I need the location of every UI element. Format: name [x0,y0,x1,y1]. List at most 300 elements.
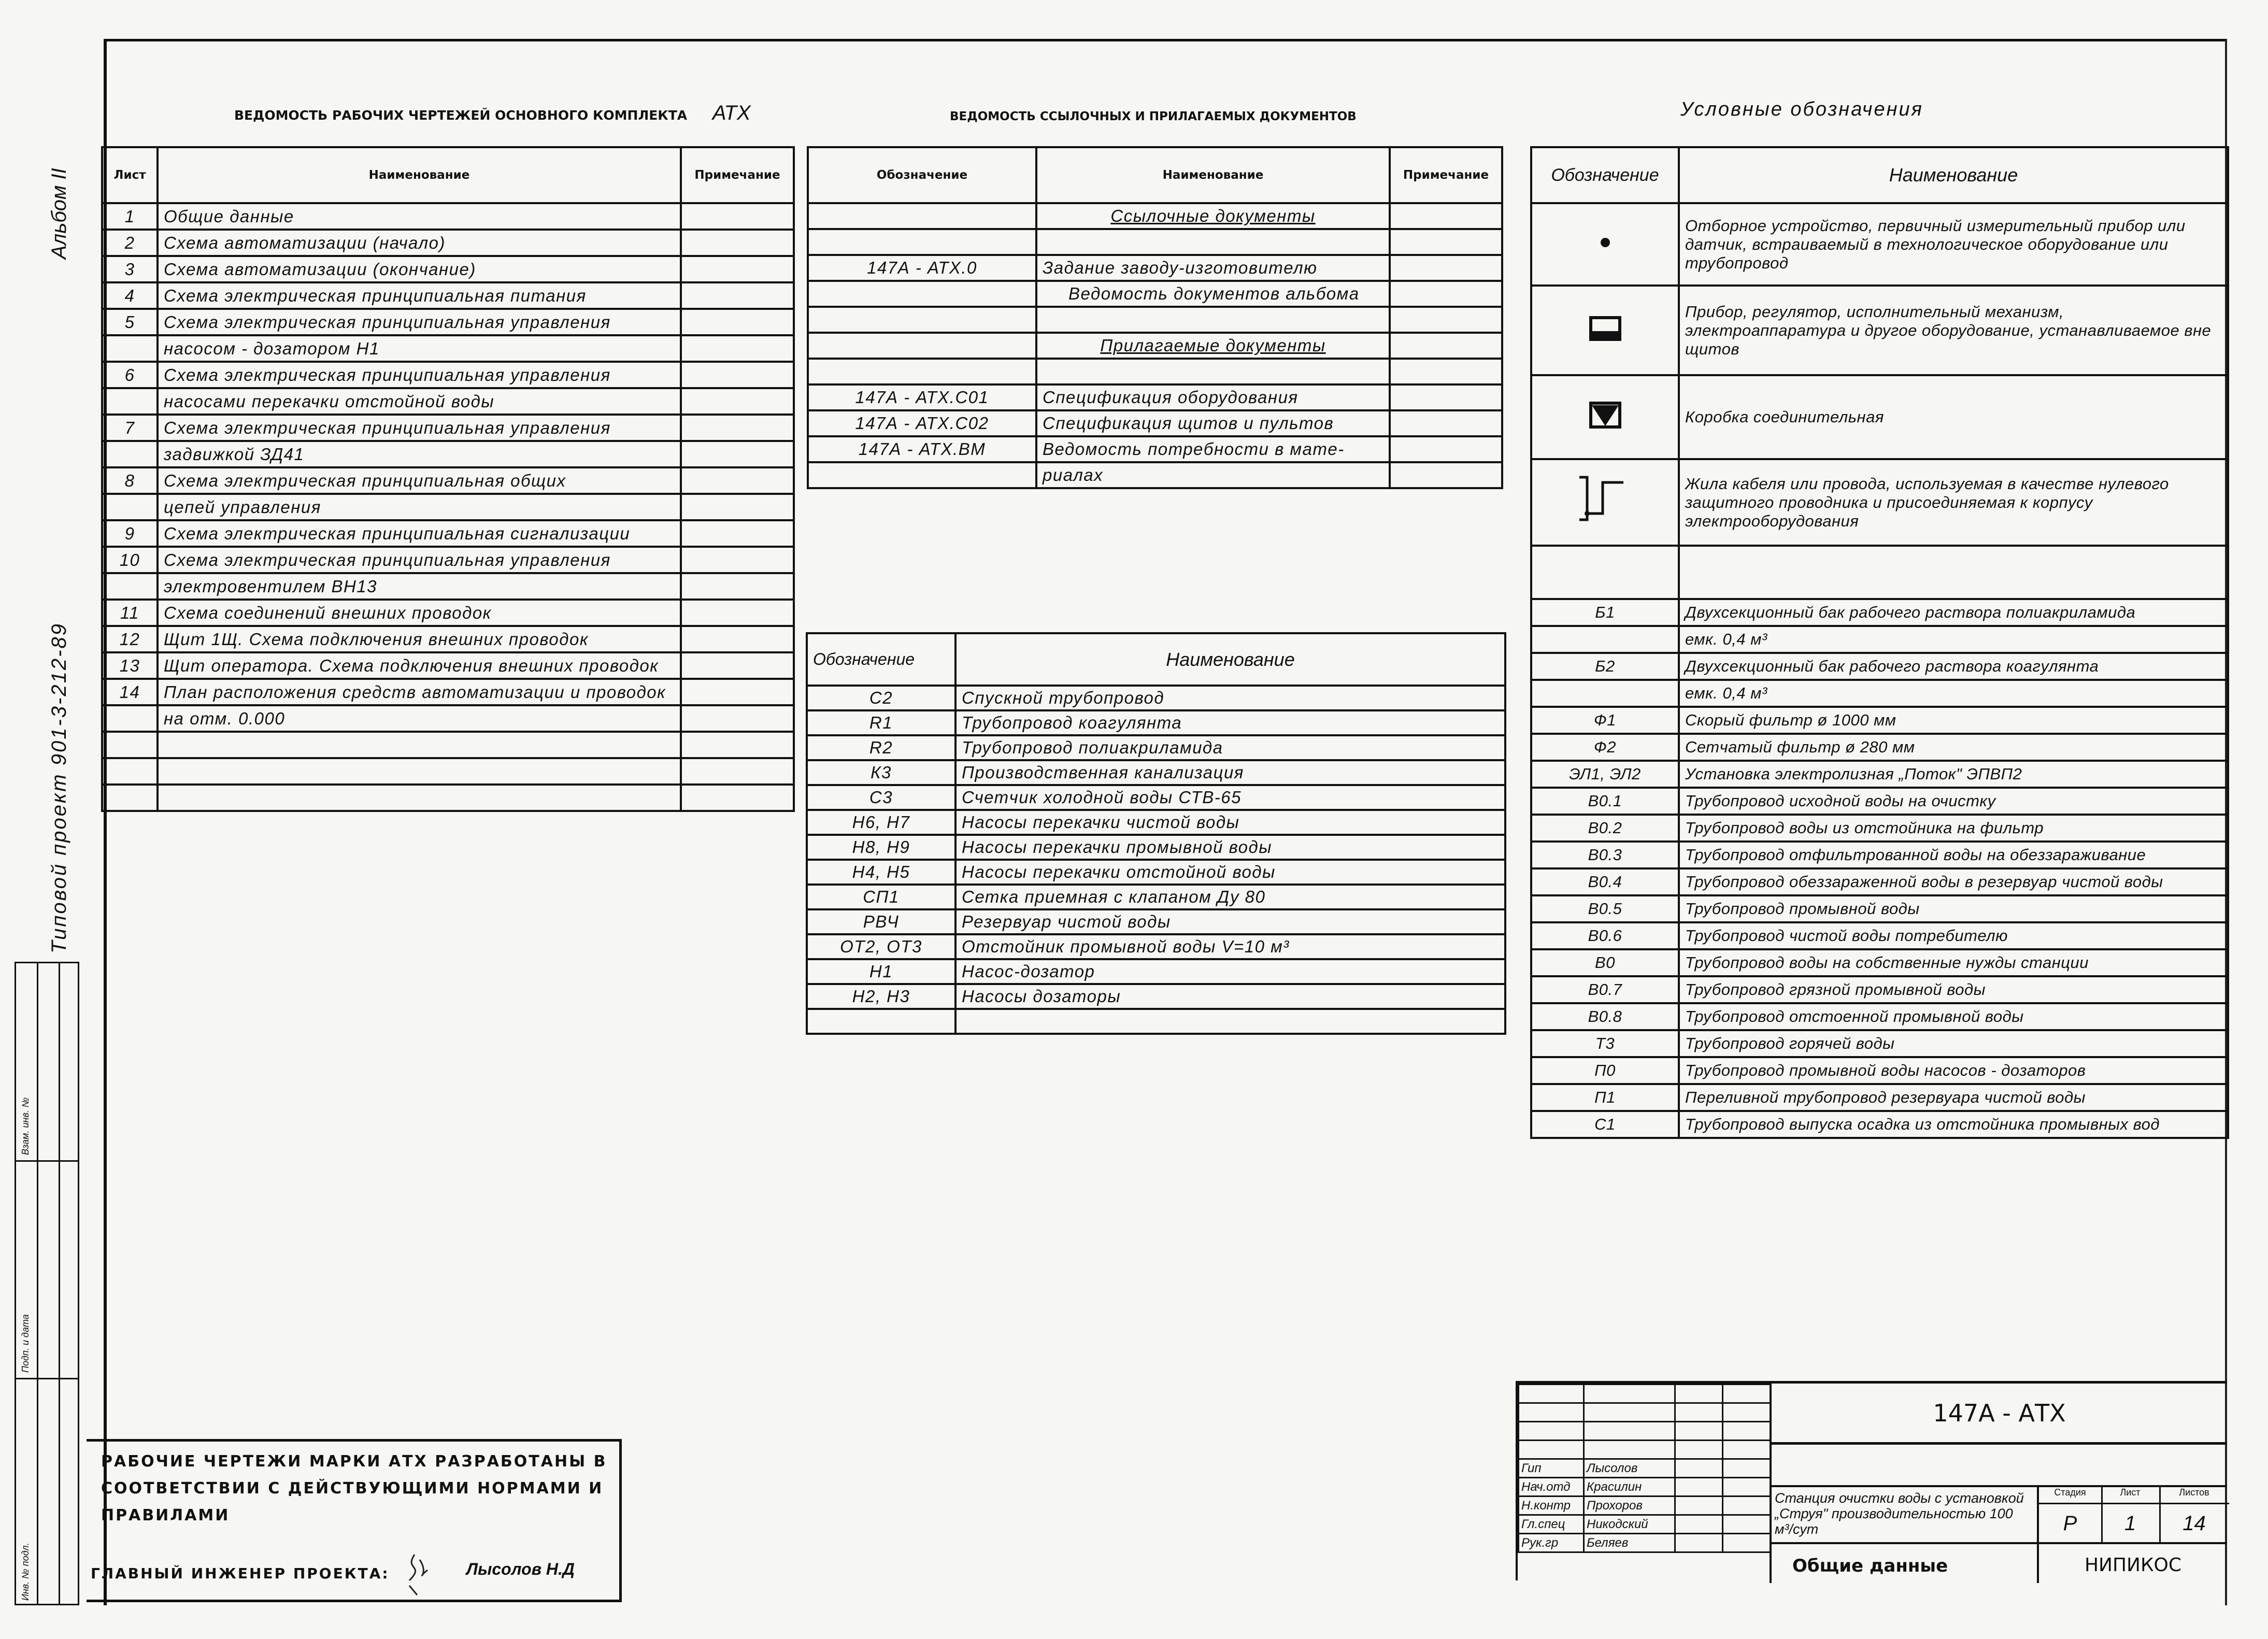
empty-cell [1519,1441,1584,1459]
designation-code: ОТ2, ОТ3 [807,934,955,959]
sheet-number: 4 [102,282,158,309]
sheet-note [681,335,794,362]
sheet-label: Лист [2101,1487,2161,1504]
table-row [1531,761,2228,788]
empty-cell [1584,1403,1675,1422]
table-row [1531,976,2228,1003]
legend-name: Установка электролизная „Поток" ЭПВП2 [1679,761,2228,788]
document-note [1390,255,1502,281]
sheet-note [681,547,794,573]
legend-name: Трубопровод отстоенной промывной воды [1679,1003,2228,1030]
sheet-number: 2 [102,230,158,256]
title-block-empty-row [1519,1441,1771,1459]
compliance-note-text: РАБОЧИЕ ЧЕРТЕЖИ МАРКИ АТХ РАЗРАБОТАНЫ В СООТВЕТСТВИИ С ДЕЙСТВУЮЩИМИ НОРМАМИ И ПРАВИЛАМИ [101,1452,607,1524]
sheet-note [681,494,794,520]
sheet-note [681,679,794,705]
table-row [808,462,1502,488]
legend-code: В0.1 [1531,788,1679,815]
section-heading: Ссылочные документы [1036,203,1390,229]
legend-name: Трубопровод обеззараженной воды в резервуар чистой воды [1679,868,2228,895]
inventory-stamp [15,962,79,1605]
legend-code: Б1 [1531,599,1679,626]
table-row [102,256,794,282]
col-header-sheet: Лист [102,147,158,203]
table-row [808,229,1502,255]
sheet-number: 3 [102,256,158,282]
legend-text: Коробка соединительная [1679,375,2228,459]
document-name: Ведомость потребности в мате- [1036,436,1390,462]
legend-code: В0 [1531,949,1679,976]
document-code: 147А - АТХ.ВМ [808,436,1036,462]
legend-name: Трубопровод исходной воды на очистку [1679,788,2228,815]
sheet-note [681,230,794,256]
table-row [808,307,1502,333]
signer-role: Гл.спец [1519,1515,1584,1534]
sheets-list-title [234,102,751,125]
table-row [102,520,794,547]
table-row [807,1009,1505,1034]
document-note [1390,333,1502,359]
protective-conductor-icon [1531,459,1679,546]
table-row [1531,788,2228,815]
sheet-name: Схема электрическая принципиальная общих [158,467,681,494]
sheet-name: цепей управления [158,494,681,520]
table-row [1531,1084,2228,1111]
table-row [102,282,794,309]
designation-name: Насосы перекачки чистой воды [955,810,1505,835]
legend-code: В0.7 [1531,976,1679,1003]
empty-cell [1584,1422,1675,1441]
table-row [1531,599,2228,626]
empty-cell [1723,1422,1771,1441]
sheets-list-title-text: ВЕДОМОСТЬ РАБОЧИХ ЧЕРТЕЖЕЙ ОСНОВНОГО КОМПЛЕКТА [234,108,688,123]
table-row [1531,895,2228,922]
legend-code: Б2 [1531,653,1679,680]
stamp-label: Инв. № подл. [20,1543,31,1601]
project-name: Станция очистки воды с установкой „Струя" производительностью 100 м³/сут [1770,1485,2037,1544]
stage-value: Р [2039,1504,2103,1543]
empty-cell [1675,1422,1723,1441]
legend-table [1530,146,2229,1139]
sheet-name: План расположения средств автоматизации и проводок [158,679,681,705]
junction-box-icon [1531,375,1679,459]
document-code [808,333,1036,359]
sheet-number [102,335,158,362]
document-code [808,462,1036,488]
sheet-number: 7 [102,415,158,441]
legend-code: Т3 [1531,1030,1679,1057]
sheet-number [102,732,158,758]
sheet-note [681,362,794,388]
legend-text: Прибор, регулятор, исполнительный механизм, электроаппаратура и другое оборудование, устанавливаемое вне щитов [1679,286,2228,375]
table-row [1531,1030,2228,1057]
legend-symbol-row [1531,459,2228,546]
signer-name: Беляев [1584,1534,1675,1552]
legend-name: Двухсекционный бак рабочего раствора полиакриламида [1679,599,2228,626]
album-label: Альбом II [48,168,70,259]
table-row [807,710,1505,735]
table-row [1531,949,2228,976]
document-note [1390,307,1502,333]
table-row [102,600,794,626]
document-code: 147А - АТХ.0 [808,255,1036,281]
empty-cell [1723,1403,1771,1422]
section-heading: Прилагаемые документы [1036,333,1390,359]
col-header-code: Обозначение [808,147,1036,203]
sheet-number: 12 [102,626,158,652]
sheet-name [158,758,681,785]
designation-name [955,1009,1505,1034]
legend-name: Трубопровод промывной воды [1679,895,2228,922]
table-row [102,388,794,415]
legend-code: В0.5 [1531,895,1679,922]
table-row [807,760,1505,785]
document-name [1036,359,1390,384]
designation-code: Н2, Н3 [807,984,955,1009]
table-row [102,547,794,573]
legend-code: В0.2 [1531,815,1679,842]
table-row [807,860,1505,885]
designation-name: Резервуар чистой воды [955,909,1505,934]
sheet-number [102,441,158,467]
designation-name: Насосы дозаторы [955,984,1505,1009]
sheet-number: 14 [102,679,158,705]
document-code [808,359,1036,384]
legend-name: Скорый фильтр ø 1000 мм [1679,707,2228,734]
sheet-number: 11 [102,600,158,626]
sheet-number: 9 [102,520,158,547]
signer-signature [1675,1497,1723,1515]
table-header-row [807,633,1505,686]
sheet-note [681,600,794,626]
document-code [808,281,1036,307]
table-row [1531,842,2228,868]
table-row [808,333,1502,359]
col-header-name: Наименование [1679,147,2228,203]
table-row [102,626,794,652]
table-row [102,362,794,388]
legend-code: П0 [1531,1057,1679,1084]
legend-code: В0.6 [1531,922,1679,949]
sheet-note [681,758,794,785]
empty-cell [1519,1422,1584,1441]
sheet-note [681,626,794,652]
legend-symbol-row [1531,286,2228,375]
empty-cell [1584,1385,1675,1403]
document-code [808,203,1036,229]
refs-title: ВЕДОМОСТЬ ССЫЛОЧНЫХ И ПРИЛАГАЕМЫХ ДОКУМЕНТОВ [950,110,1357,123]
table-row [1531,868,2228,895]
legend-code [1531,680,1679,707]
signer-name: Красилин [1584,1478,1675,1497]
sheet-name [158,785,681,811]
signer-name: Лысолов [1584,1459,1675,1478]
designation-name: Сетка приемная с клапаном Ду 80 [955,885,1505,909]
organization-name: НИПИКОС [2037,1544,2227,1583]
document-note [1390,203,1502,229]
empty-cell [1519,1385,1584,1403]
legend-text: Отборное устройство, первичный измерительный прибор или датчик, встраиваемый в технологическое оборудование или трубопровод [1679,203,2228,286]
col-header-code: Обозначение [1531,147,1679,203]
title-block-empty-row [1519,1403,1771,1422]
designation-name: Насос-дозатор [955,959,1505,984]
legend-name: емк. 0,4 м³ [1679,680,2228,707]
table-header-row [808,147,1502,203]
designation-code: R2 [807,735,955,760]
designation-name: Насосы перекачки отстойной воды [955,860,1505,885]
designation-code: Н1 [807,959,955,984]
stamp-label: Подп. и дата [20,1314,31,1373]
sheet-name: Схема электрическая принципиальная управления [158,309,681,335]
sheet-number: 5 [102,309,158,335]
table-row [1531,626,2228,653]
designation-code: Н6, Н7 [807,810,955,835]
sheet-name: Щит 1Щ. Схема подключения внешних проводок [158,626,681,652]
sheet-name: электровентилем ВН13 [158,573,681,600]
sampling-device-dot-icon [1531,203,1679,286]
legend-name: Трубопровод чистой воды потребителю [1679,922,2228,949]
legend-code: В0.3 [1531,842,1679,868]
designation-name: Трубопровод полиакриламида [955,735,1505,760]
document-name [1036,307,1390,333]
designation-name: Отстойник промывной воды V=10 м³ [955,934,1505,959]
table-row [808,436,1502,462]
document-name [1036,229,1390,255]
signer-row [1519,1478,1771,1497]
legend-code: ЭЛ1, ЭЛ2 [1531,761,1679,788]
sheets-count-value: 14 [2183,1512,2206,1535]
designation-code: С2 [807,686,955,710]
document-note [1390,384,1502,410]
legend-name: Трубопровод воды на собственные нужды станции [1679,949,2228,976]
designation-name: Производственная канализация [955,760,1505,785]
sheet-number: 6 [102,362,158,388]
signer-date [1723,1534,1771,1552]
chief-engineer-name: Лысолов Н.Д [466,1560,575,1578]
chief-engineer-label: ГЛАВНЫЙ ИНЖЕНЕР ПРОЕКТА: [91,1565,390,1582]
signer-signature [1675,1515,1723,1534]
document-name: Спецификация щитов и пультов [1036,410,1390,436]
table-header-row [102,147,794,203]
table-row [1531,922,2228,949]
sheet-name: Схема автоматизации (окончание) [158,256,681,282]
signer-role: Н.контр [1519,1497,1584,1515]
document-note [1390,229,1502,255]
references-table [807,146,1503,489]
signer-role: Рук.гр [1519,1534,1584,1552]
document-note [1390,436,1502,462]
sheet-number [102,494,158,520]
table-row [808,359,1502,384]
designation-code: Н4, Н5 [807,860,955,885]
signer-date [1723,1515,1771,1534]
document-name: риалах [1036,462,1390,488]
sheet-name: задвижкой ЗД41 [158,441,681,467]
empty-cell [1519,1403,1584,1422]
signer-role: Нач.отд [1519,1478,1584,1497]
sheet-name: Щит оператора. Схема подключения внешних проводок [158,652,681,679]
sheet-title: Общие данные [1770,1544,2037,1583]
document-code: 147А - АТХ.С01 [808,384,1036,410]
legend-name: Трубопровод выпуска осадка из отстойника промывных вод [1679,1111,2228,1138]
signer-signature [1675,1478,1723,1497]
table-row [102,230,794,256]
signer-row [1519,1459,1771,1478]
document-note [1390,359,1502,384]
table-row [808,281,1502,307]
sheets-table [101,146,795,812]
table-row [102,785,794,811]
designation-code: К3 [807,760,955,785]
project-number-label: Типовой проект 901-3-212-89 [48,622,70,953]
legend-name: Двухсекционный бак рабочего раствора коагулянта [1679,653,2228,680]
signer-signature [1675,1534,1723,1552]
sheet-note [681,203,794,230]
designation-code: СП1 [807,885,955,909]
signer-date [1723,1459,1771,1478]
title-block [1516,1381,2227,1580]
sheet-note [681,520,794,547]
sheet-name [158,732,681,758]
table-row [807,885,1505,909]
sheet-name: Схема электрическая принципиальная управления [158,547,681,573]
legend-code: Ф2 [1531,734,1679,761]
sheet-value: 1 [2101,1504,2161,1543]
table-row [808,410,1502,436]
legend-name: Трубопровод воды из отстойника на фильтр [1679,815,2228,842]
table-row [1531,707,2228,734]
signer-row [1519,1515,1771,1534]
signer-name: Прохоров [1584,1497,1675,1515]
table-row [102,732,794,758]
sheet-note [681,705,794,732]
sheet-note [681,652,794,679]
legend-text: Жила кабеля или провода, используемая в качестве нулевого защитного проводника и присоединяемая к корпусу электрооборудования [1679,459,2228,546]
table-row [1531,1111,2228,1138]
legend-name: Трубопровод промывной воды насосов - дозаторов [1679,1057,2228,1084]
col-header-note: Примечание [681,147,794,203]
legend-code [1531,546,1679,599]
designation-code: Н8, Н9 [807,835,955,860]
document-name: Задание заводу-изготовителю [1036,255,1390,281]
table-row [102,309,794,335]
table-row [808,384,1502,410]
document-code [808,229,1036,255]
table-header-row [1531,147,2228,203]
sheet-note [681,388,794,415]
document-code [808,307,1036,333]
designation-code: С3 [807,785,955,810]
sheet-number: 10 [102,547,158,573]
document-note [1390,410,1502,436]
stamp-label: Взам. инв. № [20,1097,31,1155]
document-code: 147А - АТХ [1770,1384,2227,1445]
sheet-name: Схема автоматизации (начало) [158,230,681,256]
sheet-name: Общие данные [158,203,681,230]
table-row [807,959,1505,984]
sheet-name: Схема электрическая принципиальная управления [158,362,681,388]
col-header-name: Наименование [158,147,681,203]
sheet-name: Схема электрическая принципиальная сигнализации [158,520,681,547]
table-row [807,735,1505,760]
table-row [807,686,1505,710]
sheet-number [102,785,158,811]
legend-symbol-row [1531,375,2228,459]
table-row [807,810,1505,835]
signer-name: Никодский [1584,1515,1675,1534]
sheet-number [102,388,158,415]
empty-cell [1584,1441,1675,1459]
table-row [102,573,794,600]
sheet-number [102,573,158,600]
table-row [102,203,794,230]
signer-role: Гип [1519,1459,1584,1478]
sheet-note [681,573,794,600]
table-row [808,203,1502,229]
signer-signature [1675,1459,1723,1478]
designation-code: РВЧ [807,909,955,934]
table-row [1531,680,2228,707]
signers-table [1518,1384,1771,1553]
designation-code [807,1009,955,1034]
sheets-count-label: Листов [2159,1487,2229,1504]
legend-code: В0.8 [1531,1003,1679,1030]
table-row [102,758,794,785]
table-row [102,652,794,679]
table-row [102,415,794,441]
sheet-number [102,705,158,732]
legend-name: Сетчатый фильтр ø 280 мм [1679,734,2228,761]
title-block-empty-row [1519,1422,1771,1441]
sheet-number: 8 [102,467,158,494]
sheet-number [102,758,158,785]
table-row [807,984,1505,1009]
legend-code: Ф1 [1531,707,1679,734]
signer-date [1723,1478,1771,1497]
document-name: Спецификация оборудования [1036,384,1390,410]
equipment-designations-table [806,632,1506,1035]
instrument-rectangle-icon [1531,286,1679,375]
title-block-empty-cell [1770,1445,2227,1485]
signer-row [1519,1497,1771,1515]
table-row [102,467,794,494]
legend-name: Трубопровод грязной промывной воды [1679,976,2228,1003]
sheet-note [681,732,794,758]
legend-code: В0.4 [1531,868,1679,895]
table-row [102,705,794,732]
table-row [1531,734,2228,761]
legend-name: емк. 0,4 м³ [1679,626,2228,653]
sheet-note [681,467,794,494]
document-note [1390,462,1502,488]
table-row [1531,1003,2228,1030]
legend-name: Переливной трубопровод резервуара чистой воды [1679,1084,2228,1111]
legend-name [1679,546,2228,599]
col-header-name: Наименование [1036,147,1390,203]
sheet-name: Схема соединений внешних проводок [158,600,681,626]
sheet-name: насосами перекачки отстойной воды [158,388,681,415]
sheet-name: на отм. 0.000 [158,705,681,732]
sheet-name: Схема электрическая принципиальная питания [158,282,681,309]
sheet-note [681,785,794,811]
stage-block [2037,1485,2227,1544]
table-row [807,785,1505,810]
stage-label: Стадия [2039,1487,2103,1504]
legend-title: Условные обозначения [1680,98,1923,120]
empty-cell [1723,1385,1771,1403]
designation-code: R1 [807,710,955,735]
legend-code: П1 [1531,1084,1679,1111]
